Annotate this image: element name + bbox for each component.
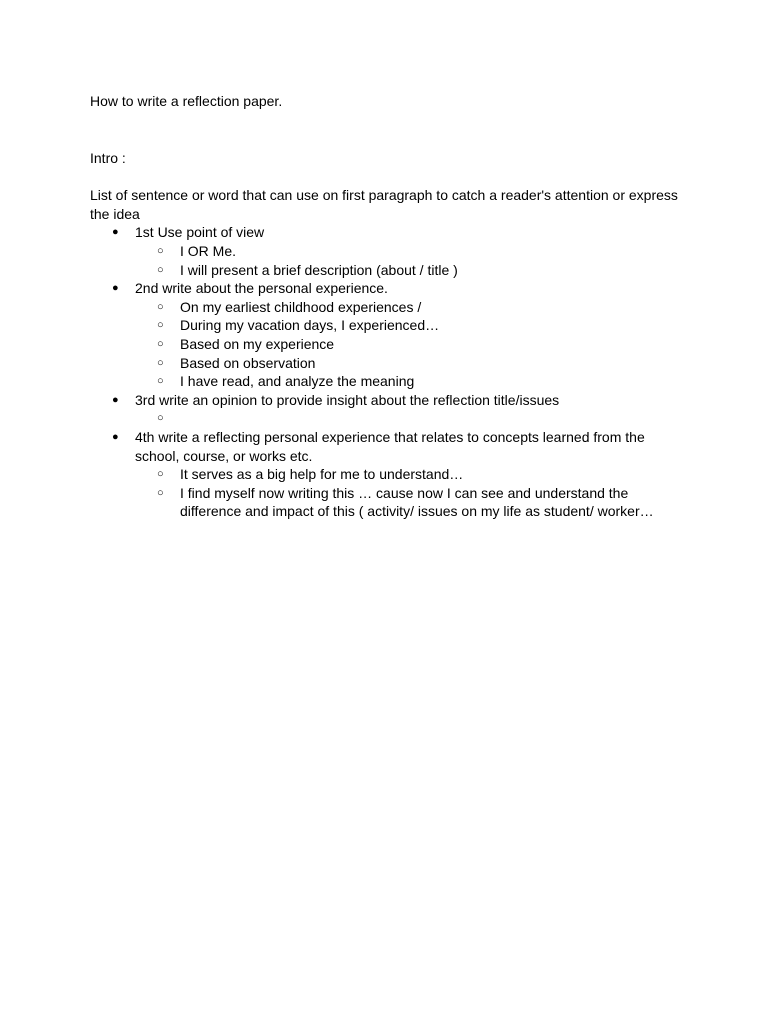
bullet-filled-icon: ● <box>112 226 119 239</box>
bullet-filled-icon: ● <box>112 282 119 295</box>
lead-paragraph: List of sentence or word that can use on first paragraph to catch a reader's attention or express the idea <box>90 187 678 222</box>
bullet-hollow-icon: ○ <box>157 263 164 276</box>
sub-list-item <box>135 465 690 484</box>
list-item <box>90 391 690 428</box>
sub-list <box>135 465 690 521</box>
document-title: How to write a reflection paper. <box>90 93 283 109</box>
sub-list-item <box>135 316 690 335</box>
sub-list-item <box>135 335 690 354</box>
list-item <box>90 223 690 279</box>
sub-list-item-text: I find myself now writing this … cause now I can see and understand the difference and impact of this ( activity/ issues on my life as student/ worker… <box>180 484 654 520</box>
list-item <box>90 279 690 391</box>
sub-list-item-text: During my vacation days, I experienced… <box>180 317 440 334</box>
sub-list-item <box>135 484 690 521</box>
bullet-hollow-icon: ○ <box>157 319 164 332</box>
bullet-hollow-icon: ○ <box>157 375 164 388</box>
sub-list-item-text: It serves as a big help for me to understand… <box>180 466 464 483</box>
list-item-text: 3rd write an opinion to provide insight about the reflection title/issues <box>135 391 560 408</box>
sub-list-item <box>135 242 690 261</box>
bullet-hollow-icon: ○ <box>157 244 164 257</box>
list-item-text: 1st Use point of view <box>135 224 265 241</box>
bullet-hollow-icon: ○ <box>157 356 164 369</box>
bullet-hollow-icon: ○ <box>157 468 164 481</box>
sub-list-item-text: I have read, and analyze the meaning <box>180 373 415 390</box>
bullet-filled-icon: ● <box>112 393 119 406</box>
sub-list-item-text: I will present a brief description (about / title ) <box>180 261 458 278</box>
sub-list <box>135 409 690 428</box>
bullet-filled-icon: ● <box>112 430 119 443</box>
sub-list-item <box>135 409 690 428</box>
document-page <box>90 92 690 521</box>
bullet-hollow-icon: ○ <box>157 300 164 313</box>
sub-list-item-text: Based on observation <box>180 354 316 371</box>
list-item <box>90 428 690 521</box>
list-item-text: 2nd write about the personal experience. <box>135 280 388 297</box>
list-item-text: 4th write a reflecting personal experience that relates to concepts learned from the school, course, or works etc. <box>135 428 645 464</box>
sub-list-item-text: I OR Me. <box>180 242 237 259</box>
bullet-hollow-icon: ○ <box>157 486 164 499</box>
bullet-hollow-icon: ○ <box>157 337 164 350</box>
sub-list-item-text: On my earliest childhood experiences / <box>180 298 422 315</box>
sub-list-item <box>135 372 690 391</box>
bullet-hollow-icon: ○ <box>157 412 164 425</box>
main-list <box>90 223 690 521</box>
sub-list-item <box>135 354 690 373</box>
sub-list <box>135 298 690 391</box>
sub-list-item <box>135 298 690 317</box>
sub-list <box>135 242 690 279</box>
sub-list-item-text: Based on my experience <box>180 335 335 352</box>
intro-label: Intro : <box>90 149 126 166</box>
sub-list-item <box>135 261 690 280</box>
